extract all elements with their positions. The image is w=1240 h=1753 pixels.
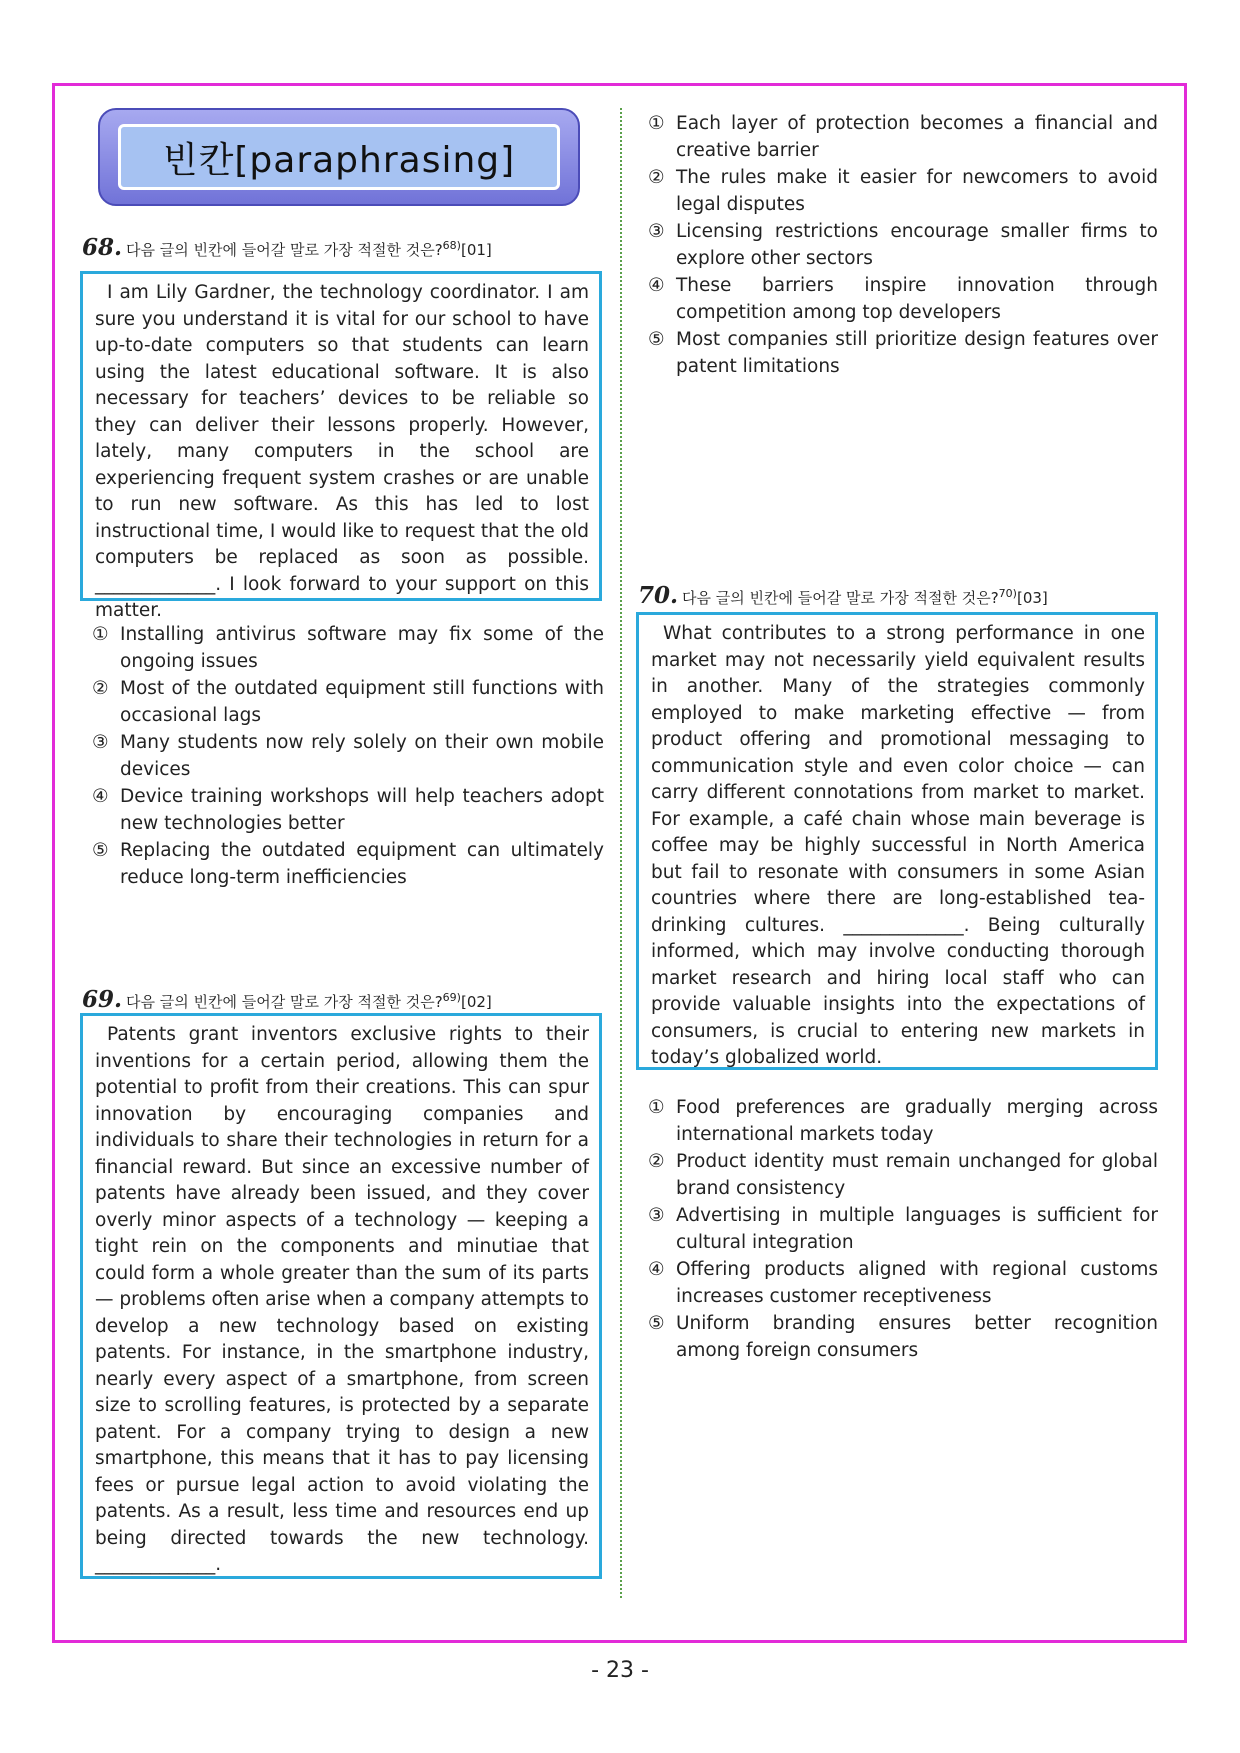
column-divider <box>620 108 622 1598</box>
question-ref: 70) <box>998 587 1017 600</box>
question-prompt: 다음 글의 빈칸에 들어갈 말로 가장 적절한 것은? <box>682 589 999 607</box>
question-68-choices <box>92 621 604 891</box>
choice-4[interactable] <box>648 1256 1158 1310</box>
choice-number: ① <box>648 1097 665 1118</box>
choice-2[interactable] <box>648 164 1158 218</box>
choice-number: ② <box>648 167 665 188</box>
question-prompt: 다음 글의 빈칸에 들어갈 말로 가장 적절한 것은? <box>126 241 443 259</box>
choice-2[interactable] <box>92 675 604 729</box>
choice-2[interactable] <box>648 1148 1158 1202</box>
choice-5[interactable] <box>648 326 1158 380</box>
choice-4[interactable] <box>648 272 1158 326</box>
question-code: [03] <box>1016 589 1048 607</box>
choice-number: ③ <box>92 732 109 753</box>
choice-1[interactable] <box>648 110 1158 164</box>
choice-1[interactable] <box>92 621 604 675</box>
question-prompt: 다음 글의 빈칸에 들어갈 말로 가장 적절한 것은? <box>126 993 443 1011</box>
question-code: [01] <box>460 241 492 259</box>
question-number: 70. <box>638 582 679 609</box>
question-number: 69. <box>82 986 123 1013</box>
choice-3[interactable] <box>648 1202 1158 1256</box>
question-68-header <box>82 234 492 261</box>
choice-number: ③ <box>648 1205 665 1226</box>
choice-text: Advertising in multiple languages is sufficient for cultural integration <box>676 1205 1158 1253</box>
choice-number: ④ <box>92 786 109 807</box>
choice-text: The rules make it easier for newcomers to avoid legal disputes <box>676 167 1158 215</box>
choice-number: ⑤ <box>648 329 665 350</box>
question-70-choices <box>648 1094 1158 1364</box>
question-code: [02] <box>460 993 492 1011</box>
choice-text: Uniform branding ensures better recognition among foreign consumers <box>676 1313 1158 1361</box>
choice-5[interactable] <box>648 1310 1158 1364</box>
question-number: 68. <box>82 234 123 261</box>
section-title: 빈칸[paraphrasing] <box>118 124 560 190</box>
choice-5[interactable] <box>92 837 604 891</box>
question-68-passage: I am Lily Gardner, the technology coordinator. I am sure you understand it is vital for our school to have up-to-date computers so that students can learn using the latest educational software. It is also necessary for teachers’ devices to be reliable so they can deliver their lessons properly. However, lately, many computers in the school are experiencing frequent system crashes or are unable to run new software. As this has led to lost instructional time, I would like to request that the old computers be replaced as soon as possible. _____________. I look forward to your support on this matter. <box>80 271 602 601</box>
choice-text: These barriers inspire innovation through competition among top developers <box>676 275 1158 323</box>
choice-number: ⑤ <box>648 1313 665 1334</box>
choice-number: ③ <box>648 221 665 242</box>
question-69-header <box>82 986 492 1013</box>
choice-text: Most companies still prioritize design features over patent limitations <box>676 329 1158 377</box>
section-title-banner <box>98 108 580 206</box>
choice-text: Offering products aligned with regional customs increases customer receptiveness <box>676 1259 1158 1307</box>
choice-number: ② <box>648 1151 665 1172</box>
choice-number: ② <box>92 678 109 699</box>
choice-text: Food preferences are gradually merging across international markets today <box>676 1097 1158 1145</box>
question-69-choices <box>648 110 1158 380</box>
choice-3[interactable] <box>92 729 604 783</box>
choice-text: Replacing the outdated equipment can ultimately reduce long-term inefficiencies <box>120 840 604 888</box>
choice-number: ④ <box>648 275 665 296</box>
page-number: - 23 - <box>591 1658 649 1683</box>
choice-text: Installing antivirus software may fix some of the ongoing issues <box>120 624 604 672</box>
question-69-passage: Patents grant inventors exclusive rights to their inventions for a certain period, allowing them the potential to profit from their creations. This can spur innovation by encouraging companies and individuals to share their technologies in return for a financial reward. But since an excessive number of patents have already been issued, and they cover overly minor aspects of a technology — keeping a tight rein on the components and minutiae that could form a whole greater than the sum of its parts — problems often arise when a company attempts to develop a new technology based on existing patents. For instance, in the smartphone industry, nearly every aspect of a smartphone, from screen size to scrolling features, is protected by a separate patent. For a company trying to design a new smartphone, this means that it has to pay licensing fees or pursue legal action to avoid violating the patents. As a result, less time and resources end up being directed towards the new technology. _____________. <box>80 1013 602 1579</box>
choice-text: Most of the outdated equipment still functions with occasional lags <box>120 678 604 726</box>
choice-number: ① <box>92 624 109 645</box>
question-70-passage: What contributes to a strong performance in one market may not necessarily yield equivalent results in another. Many of the strategies commonly employed to make marketing effective — from product offering and promotional messaging to communication style and even color choice — can carry different connotations from market to market. For example, a café chain whose main beverage is coffee may be highly successful in North America but fail to resonate with consumers in some Asian countries where there are long-established tea-drinking cultures. _____________. Being culturally informed, which may involve conducting thorough market research and hiring local staff who can provide valuable insights into the expectations of consumers, is crucial to entering new markets in today’s globalized world. <box>636 612 1158 1070</box>
choice-text: Product identity must remain unchanged for global brand consistency <box>676 1151 1158 1199</box>
choice-number: ④ <box>648 1259 665 1280</box>
question-ref: 68) <box>442 239 461 252</box>
choice-text: Many students now rely solely on their own mobile devices <box>120 732 604 780</box>
choice-text: Device training workshops will help teachers adopt new technologies better <box>120 786 604 834</box>
choice-number: ⑤ <box>92 840 109 861</box>
choice-4[interactable] <box>92 783 604 837</box>
choice-3[interactable] <box>648 218 1158 272</box>
choice-text: Licensing restrictions encourage smaller firms to explore other sectors <box>676 221 1158 269</box>
choice-1[interactable] <box>648 1094 1158 1148</box>
choice-text: Each layer of protection becomes a financial and creative barrier <box>676 113 1158 161</box>
question-70-header <box>638 582 1048 609</box>
choice-number: ① <box>648 113 665 134</box>
question-ref: 69) <box>442 991 461 1004</box>
